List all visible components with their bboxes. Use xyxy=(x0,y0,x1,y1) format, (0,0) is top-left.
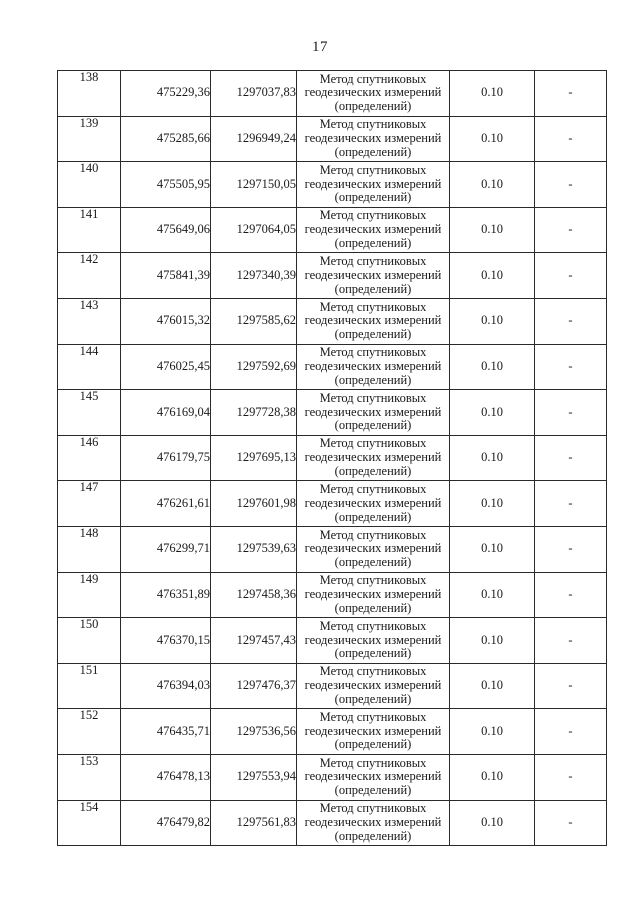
point-number-cell: 146 xyxy=(58,435,121,481)
point-number-cell: 144 xyxy=(58,344,121,390)
table-row xyxy=(58,253,607,299)
method-line: геодезических измерений xyxy=(304,769,442,784)
point-number-cell: 140 xyxy=(58,162,121,208)
table-row xyxy=(58,207,607,253)
method-line: геодезических измерений xyxy=(304,632,442,647)
point-number-cell: 138 xyxy=(58,71,121,117)
point-number-cell: 142 xyxy=(58,253,121,299)
y-coordinate-cell: 1297592,69 xyxy=(211,344,297,390)
accuracy-cell: 0.10 xyxy=(450,663,535,709)
method-cell xyxy=(297,526,450,572)
accuracy-cell: 0.10 xyxy=(450,481,535,527)
description-cell: - xyxy=(535,162,607,208)
x-coordinate-cell: 475841,39 xyxy=(121,253,211,299)
method-line: геодезических измерений xyxy=(304,85,442,100)
method-cell xyxy=(297,298,450,344)
description-cell: - xyxy=(535,253,607,299)
y-coordinate-cell: 1297536,56 xyxy=(211,709,297,755)
table-row xyxy=(58,526,607,572)
method-cell xyxy=(297,709,450,755)
accuracy-cell: 0.10 xyxy=(450,207,535,253)
method-line: Метод спутниковых xyxy=(319,755,427,770)
method-cell xyxy=(297,618,450,664)
method-line: Метод спутниковых xyxy=(319,573,427,588)
table-row xyxy=(58,298,607,344)
x-coordinate-cell: 476478,13 xyxy=(121,754,211,800)
method-line: геодезических измерений xyxy=(304,723,442,738)
accuracy-cell: 0.10 xyxy=(450,116,535,162)
table-row xyxy=(58,754,607,800)
table-row xyxy=(58,162,607,208)
x-coordinate-cell: 476179,75 xyxy=(121,435,211,481)
accuracy-cell: 0.10 xyxy=(450,344,535,390)
accuracy-cell: 0.10 xyxy=(450,754,535,800)
method-line: Метод спутниковых xyxy=(319,71,427,86)
y-coordinate-cell: 1297728,38 xyxy=(211,390,297,436)
method-line: (определений) xyxy=(334,235,412,250)
description-cell: - xyxy=(535,116,607,162)
y-coordinate-cell: 1297064,05 xyxy=(211,207,297,253)
method-line: (определений) xyxy=(334,418,412,433)
description-cell: - xyxy=(535,481,607,527)
x-coordinate-cell: 475229,36 xyxy=(121,71,211,117)
table-row xyxy=(58,116,607,162)
y-coordinate-cell: 1297695,13 xyxy=(211,435,297,481)
x-coordinate-cell: 476479,82 xyxy=(121,800,211,846)
method-line: (определений) xyxy=(334,190,412,205)
x-coordinate-cell: 476370,15 xyxy=(121,618,211,664)
method-line: Метод спутниковых xyxy=(319,162,427,177)
method-line: Метод спутниковых xyxy=(319,299,427,314)
point-number-cell: 153 xyxy=(58,754,121,800)
method-line: Метод спутниковых xyxy=(319,527,427,542)
point-number-cell: 150 xyxy=(58,618,121,664)
method-line: геодезических измерений xyxy=(304,358,442,373)
point-number-cell: 154 xyxy=(58,800,121,846)
method-cell xyxy=(297,800,450,846)
method-cell xyxy=(297,435,450,481)
method-line: геодезических измерений xyxy=(304,404,442,419)
x-coordinate-cell: 476261,61 xyxy=(121,481,211,527)
method-line: геодезических измерений xyxy=(304,313,442,328)
point-number-cell: 143 xyxy=(58,298,121,344)
method-line: геодезических измерений xyxy=(304,176,442,191)
x-coordinate-cell: 475285,66 xyxy=(121,116,211,162)
description-cell: - xyxy=(535,618,607,664)
method-line: Метод спутниковых xyxy=(319,482,427,497)
method-cell xyxy=(297,663,450,709)
method-line: геодезических измерений xyxy=(304,131,442,146)
method-line: (определений) xyxy=(334,509,412,524)
method-line: Метод спутниковых xyxy=(319,436,427,451)
table-row xyxy=(58,618,607,664)
y-coordinate-cell: 1296949,24 xyxy=(211,116,297,162)
method-line: (определений) xyxy=(334,144,412,159)
accuracy-cell: 0.10 xyxy=(450,800,535,846)
point-number-cell: 149 xyxy=(58,572,121,618)
description-cell: - xyxy=(535,754,607,800)
y-coordinate-cell: 1297553,94 xyxy=(211,754,297,800)
point-number-cell: 148 xyxy=(58,526,121,572)
y-coordinate-cell: 1297457,43 xyxy=(211,618,297,664)
method-line: Метод спутниковых xyxy=(319,117,427,132)
accuracy-cell: 0.10 xyxy=(450,390,535,436)
method-cell xyxy=(297,162,450,208)
x-coordinate-cell: 476015,32 xyxy=(121,298,211,344)
method-line: Метод спутниковых xyxy=(319,390,427,405)
accuracy-cell: 0.10 xyxy=(450,435,535,481)
y-coordinate-cell: 1297476,37 xyxy=(211,663,297,709)
y-coordinate-cell: 1297539,63 xyxy=(211,526,297,572)
method-cell xyxy=(297,754,450,800)
method-line: Метод спутниковых xyxy=(319,664,427,679)
method-line: (определений) xyxy=(334,828,412,843)
accuracy-cell: 0.10 xyxy=(450,618,535,664)
y-coordinate-cell: 1297561,83 xyxy=(211,800,297,846)
method-line: (определений) xyxy=(334,600,412,615)
x-coordinate-cell: 476394,03 xyxy=(121,663,211,709)
x-coordinate-cell: 475505,95 xyxy=(121,162,211,208)
description-cell: - xyxy=(535,526,607,572)
method-line: (определений) xyxy=(334,646,412,661)
coordinates-table-body xyxy=(58,71,607,846)
y-coordinate-cell: 1297458,36 xyxy=(211,572,297,618)
method-line: (определений) xyxy=(334,463,412,478)
description-cell: - xyxy=(535,71,607,117)
y-coordinate-cell: 1297340,39 xyxy=(211,253,297,299)
x-coordinate-cell: 475649,06 xyxy=(121,207,211,253)
method-line: (определений) xyxy=(334,372,412,387)
method-cell xyxy=(297,71,450,117)
method-cell xyxy=(297,207,450,253)
point-number-cell: 147 xyxy=(58,481,121,527)
method-cell xyxy=(297,344,450,390)
table-row xyxy=(58,481,607,527)
method-line: (определений) xyxy=(334,555,412,570)
method-cell xyxy=(297,116,450,162)
point-number-cell: 139 xyxy=(58,116,121,162)
x-coordinate-cell: 476169,04 xyxy=(121,390,211,436)
accuracy-cell: 0.10 xyxy=(450,572,535,618)
method-cell xyxy=(297,390,450,436)
description-cell: - xyxy=(535,207,607,253)
method-line: (определений) xyxy=(334,783,412,798)
x-coordinate-cell: 476351,89 xyxy=(121,572,211,618)
method-line: (определений) xyxy=(334,99,412,114)
accuracy-cell: 0.10 xyxy=(450,298,535,344)
coordinates-table xyxy=(57,70,607,846)
point-number-cell: 141 xyxy=(58,207,121,253)
table-row xyxy=(58,390,607,436)
x-coordinate-cell: 476025,45 xyxy=(121,344,211,390)
point-number-cell: 151 xyxy=(58,663,121,709)
method-line: Метод спутниковых xyxy=(319,254,427,269)
table-row xyxy=(58,572,607,618)
description-cell: - xyxy=(535,572,607,618)
table-row xyxy=(58,800,607,846)
table-row xyxy=(58,344,607,390)
method-line: геодезических измерений xyxy=(304,541,442,556)
description-cell: - xyxy=(535,390,607,436)
method-cell xyxy=(297,481,450,527)
method-line: Метод спутниковых xyxy=(319,208,427,223)
table-row xyxy=(58,663,607,709)
description-cell: - xyxy=(535,709,607,755)
x-coordinate-cell: 476299,71 xyxy=(121,526,211,572)
method-line: (определений) xyxy=(334,691,412,706)
accuracy-cell: 0.10 xyxy=(450,162,535,208)
table-row xyxy=(58,71,607,117)
method-line: Метод спутниковых xyxy=(319,801,427,816)
method-line: (определений) xyxy=(334,327,412,342)
method-cell xyxy=(297,572,450,618)
description-cell: - xyxy=(535,435,607,481)
description-cell: - xyxy=(535,663,607,709)
point-number-cell: 145 xyxy=(58,390,121,436)
accuracy-cell: 0.10 xyxy=(450,709,535,755)
method-line: (определений) xyxy=(334,737,412,752)
point-number-cell: 152 xyxy=(58,709,121,755)
x-coordinate-cell: 476435,71 xyxy=(121,709,211,755)
description-cell: - xyxy=(535,298,607,344)
method-line: геодезических измерений xyxy=(304,222,442,237)
method-line: геодезических измерений xyxy=(304,586,442,601)
y-coordinate-cell: 1297037,83 xyxy=(211,71,297,117)
method-line: Метод спутниковых xyxy=(319,345,427,360)
method-cell xyxy=(297,253,450,299)
y-coordinate-cell: 1297150,05 xyxy=(211,162,297,208)
method-line: (определений) xyxy=(334,281,412,296)
method-line: геодезических измерений xyxy=(304,495,442,510)
accuracy-cell: 0.10 xyxy=(450,526,535,572)
method-line: Метод спутниковых xyxy=(319,618,427,633)
page-number: 17 xyxy=(312,39,328,55)
table-row xyxy=(58,435,607,481)
y-coordinate-cell: 1297601,98 xyxy=(211,481,297,527)
method-line: геодезических измерений xyxy=(304,678,442,693)
accuracy-cell: 0.10 xyxy=(450,253,535,299)
accuracy-cell: 0.10 xyxy=(450,71,535,117)
method-line: Метод спутниковых xyxy=(319,709,427,724)
table-row xyxy=(58,709,607,755)
y-coordinate-cell: 1297585,62 xyxy=(211,298,297,344)
method-line: геодезических измерений xyxy=(304,814,442,829)
description-cell: - xyxy=(535,800,607,846)
method-line: геодезических измерений xyxy=(304,450,442,465)
description-cell: - xyxy=(535,344,607,390)
method-line: геодезических измерений xyxy=(304,267,442,282)
